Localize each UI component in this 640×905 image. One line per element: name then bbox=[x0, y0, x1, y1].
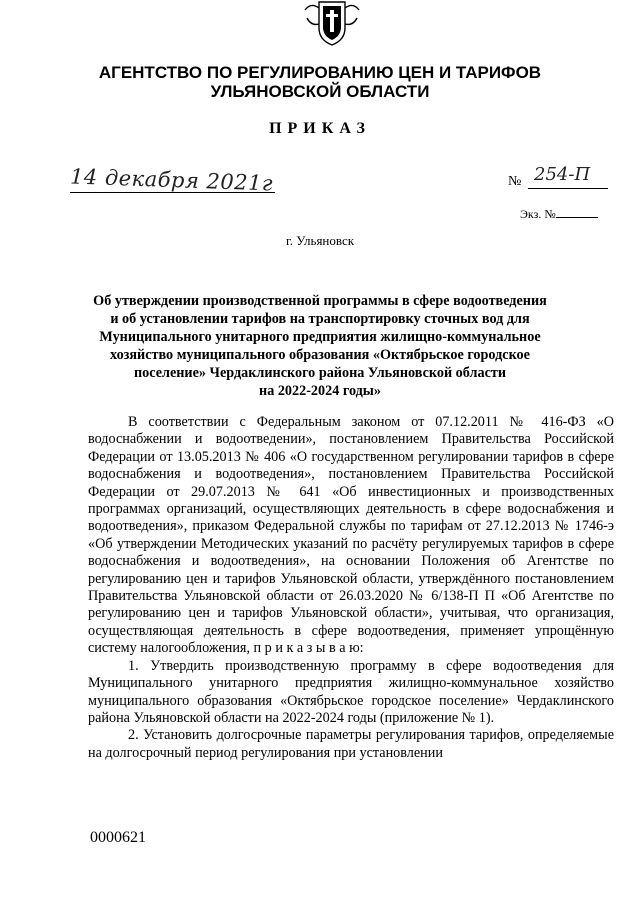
subject-line: хозяйство муниципального образования «Октябрьское городское bbox=[110, 347, 530, 363]
number-sign: № bbox=[508, 174, 522, 189]
body-paragraph-item-1: 1. Утвердить производственную программу в сфере водоотведения для Муниципального унитарного предприятия жилищно-коммунальное хозяйство муниципального образования «Октябрьское городское поселение» Чердаклинского района Ульяновской области на 2022-2024 годы (приложение № 1). bbox=[88, 657, 614, 726]
document-code: 0000621 bbox=[90, 829, 146, 846]
subject-line: и об установлении тарифов на транспортировку сточных вод для bbox=[110, 311, 530, 327]
number-underline bbox=[528, 188, 608, 189]
agency-name-line2: УЛЬЯНОВСКОЙ ОБЛАСТИ bbox=[210, 82, 430, 101]
copy-blank bbox=[556, 207, 598, 218]
copy-label: Экз. № bbox=[520, 207, 556, 221]
subject-line: Муниципального унитарного предприятия жилищно-коммунальное bbox=[99, 329, 541, 345]
coat-of-arms-emblem bbox=[301, 0, 363, 46]
document-body bbox=[88, 414, 614, 762]
handwritten-number: 254-П bbox=[534, 164, 591, 185]
copy-number bbox=[520, 207, 598, 222]
body-paragraph-item-2: 2. Установить долгосрочные параметры регулирования тарифов, определяемые на долгосрочный период регулирования при установлении bbox=[88, 727, 614, 761]
document-subject bbox=[90, 292, 550, 400]
subject-line: Об утверждении производственной программы в сфере водоотведения bbox=[93, 293, 547, 309]
agency-name-line1: АГЕНТСТВО ПО РЕГУЛИРОВАНИЮ ЦЕН И ТАРИФОВ bbox=[98, 63, 542, 82]
subject-line: на 2022-2024 годы» bbox=[259, 383, 381, 399]
date-underline bbox=[70, 192, 275, 193]
body-paragraph-preamble: В соответствии с Федеральным законом от 07.12.2011 № 416-ФЗ «О водоснабжении и водоотведении», постановлением Правительства Российской Федерации от 13.05.2013 № 406 «О государственном регулировании тарифов в сфере водоснабжения и водоотведения», постановлением Правительства Российской Федерации от 29.07.2013 № 641 «Об инвестиционных и производственных программах организаций, осуществляющих деятельность в сфере водоснабжения и водоотведения», приказом Федеральной службы по тарифам от 27.12.2013 № 1746-э «Об утверждении Методических указаний по расчёту регулируемых тарифов в сфере водоснабжения и водоотведения», на основании Положения об Агентстве по регулированию цен и тарифов Ульяновской области, утверждённого постановлением Правительства Ульяновской области от 26.03.2020 № 6/138-П П «Об Агентстве по регулированию цен и тарифов Ульяновской области», учитывая, что организация, осуществляющая деятельность в сфере водоотведения, применяет упрощённую систему налогообложения, п р и к а з ы в а ю: bbox=[88, 414, 614, 657]
city: г. Ульяновск bbox=[285, 233, 355, 248]
handwritten-date: 14 декабря 2021г bbox=[69, 164, 274, 196]
document-type-title: ПРИКАЗ bbox=[269, 120, 371, 137]
subject-line: поселение» Чердаклинского района Ульяновской области bbox=[133, 365, 507, 381]
